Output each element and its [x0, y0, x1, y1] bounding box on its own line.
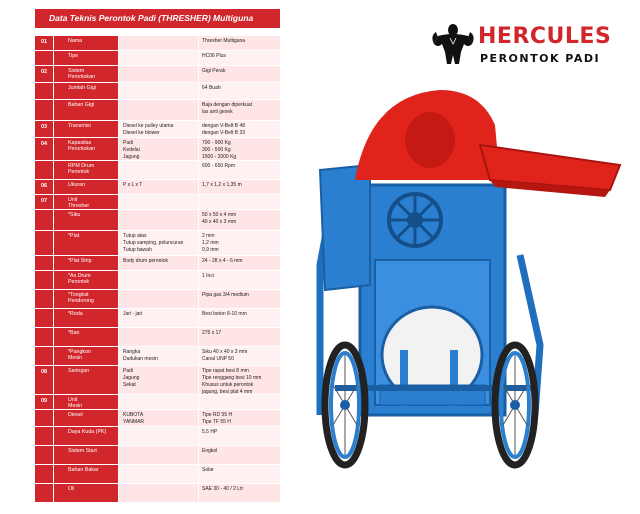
- row-number: 03: [35, 121, 53, 137]
- row-value: [198, 161, 280, 179]
- row-label-line: *Plat: [68, 233, 80, 239]
- row-sub: [118, 138, 198, 160]
- spec-row: [35, 309, 280, 328]
- row-value-line: SAE 30 - 40 / 2 Ltr: [202, 486, 244, 492]
- row-value-line: 300 - 500 Kg: [202, 147, 231, 153]
- row-label-line: Mesin: [68, 403, 83, 410]
- spec-row: [35, 51, 280, 66]
- spec-row: [35, 121, 280, 138]
- row-label-line: Thresher: [68, 203, 90, 210]
- spec-row: [35, 290, 280, 309]
- row-sub-line: Kedelai: [123, 147, 140, 153]
- row-sub-line: Padi: [123, 368, 134, 374]
- row-value: [198, 309, 280, 327]
- row-value-line: Besi beton 8-10 mm: [202, 311, 247, 317]
- row-number: 02: [35, 66, 53, 82]
- row-label: [54, 195, 118, 209]
- row-sub: [118, 290, 198, 308]
- row-value: [198, 180, 280, 194]
- row-label: [54, 271, 118, 289]
- spec-row: [35, 195, 280, 210]
- row-label-line: Sistem Start: [68, 448, 97, 454]
- row-value-line: 0,9 mm: [202, 247, 219, 253]
- row-label: [54, 395, 118, 409]
- row-label-line: Bahan Bakar: [68, 467, 99, 473]
- row-value: [198, 195, 280, 209]
- row-label: [54, 410, 118, 426]
- row-label-line: Kapasitas: [68, 140, 92, 146]
- row-label-line: Perontokan: [68, 74, 96, 81]
- row-label: [54, 427, 118, 445]
- row-number: [35, 290, 53, 308]
- row-sub: [118, 256, 198, 270]
- row-label: [54, 328, 118, 346]
- row-value-line: 2 mm: [202, 233, 215, 239]
- row-number: [35, 309, 53, 327]
- spec-row: [35, 256, 280, 271]
- row-sub: [118, 309, 198, 327]
- row-value: [198, 366, 280, 394]
- row-label-line: Transmisi: [68, 123, 91, 129]
- row-value: [198, 484, 280, 502]
- row-number: [35, 51, 53, 65]
- row-label-line: Diesel: [68, 412, 83, 418]
- row-label-line: RPM Drum: [68, 163, 95, 169]
- row-value: [198, 36, 280, 50]
- row-sub: [118, 366, 198, 394]
- row-value-line: Tipe renggang besi 10 mm: [202, 375, 262, 381]
- spec-row: [35, 395, 280, 410]
- row-label-line: Unit: [68, 197, 78, 203]
- row-label-line: *Ban: [68, 330, 80, 336]
- row-value-line: 40 x 40 x 3 mm: [202, 219, 237, 225]
- row-sub-line: Tutup samping, peluncuran: [123, 240, 184, 246]
- row-label: [54, 446, 118, 464]
- row-value-line: Pipa gas 3/4 medium: [202, 292, 249, 298]
- wheel-right: [495, 345, 535, 465]
- row-sub: [118, 180, 198, 194]
- row-label-line: Oli: [68, 486, 75, 492]
- spec-row: [35, 484, 280, 503]
- spec-row: [35, 138, 280, 161]
- row-label: [54, 83, 118, 99]
- row-value: [198, 347, 280, 365]
- row-value-line: Solar: [202, 467, 214, 473]
- row-sub: [118, 161, 198, 179]
- spec-row: [35, 410, 280, 427]
- row-label-line: *Plat Strip: [68, 258, 92, 264]
- row-sub: [118, 83, 198, 99]
- row-value: [198, 51, 280, 65]
- row-label: [54, 484, 118, 502]
- row-value-line: Khusus untuk perontok: [202, 382, 254, 388]
- row-sub: [118, 210, 198, 230]
- row-sub-line: Diesel ke pulley utama: [123, 123, 174, 129]
- row-sub-line: P x L x T: [123, 182, 143, 188]
- row-value-line: Thresher Multiguna: [202, 38, 246, 44]
- row-value-line: 1500 - 2000 Kg: [202, 154, 237, 160]
- row-number: [35, 484, 53, 502]
- spec-rows: [35, 36, 280, 503]
- row-value: [198, 83, 280, 99]
- row-value: [198, 231, 280, 255]
- row-value-line: Tipe rapat besi 8 mm: [202, 368, 249, 374]
- row-number: [35, 347, 53, 365]
- spec-title: Data Teknis Perontok Padi (THRESHER) Multiguna: [35, 9, 280, 28]
- row-label: [54, 347, 118, 365]
- row-number: 01: [35, 36, 53, 50]
- row-number: 06: [35, 180, 53, 194]
- spec-row: [35, 210, 280, 231]
- row-sub: [118, 410, 198, 426]
- row-label: [54, 210, 118, 230]
- row-label-line: Daya Kuda (PK): [68, 429, 107, 435]
- row-value-line: las anti gesek: [202, 109, 233, 115]
- row-number: [35, 161, 53, 179]
- row-label-line: Saringan: [68, 368, 90, 374]
- row-label: [54, 121, 118, 137]
- row-label-line: Ukuran: [68, 182, 86, 188]
- row-sub-line: Jagung: [123, 375, 140, 381]
- row-label: [54, 100, 118, 120]
- row-label-line: Perontokan: [68, 146, 96, 153]
- spec-table: [35, 9, 280, 494]
- row-value-line: 275 x 17: [202, 330, 222, 336]
- brand-tagline: PERONTOK PADI: [480, 52, 601, 65]
- row-number: [35, 100, 53, 120]
- row-label-line: Sistem: [68, 68, 85, 74]
- row-value-line: Tipe TF 55 H: [202, 419, 231, 425]
- row-value-line: dengan V-Belt B 48: [202, 123, 246, 129]
- row-sub: [118, 66, 198, 82]
- row-value-line: jagung, besi plat 4 mm: [202, 389, 253, 395]
- row-sub-line: Tutup bawah: [123, 247, 152, 253]
- row-value-line: 1,7 x 1,2 x 1,35 m: [202, 182, 242, 188]
- row-value: [198, 210, 280, 230]
- row-label-line: Bahan Gigi: [68, 102, 95, 108]
- row-value: [198, 410, 280, 426]
- row-label-line: *Tongkat: [68, 292, 89, 298]
- row-sub-line: Jari - jari: [123, 311, 143, 317]
- row-sub: [118, 231, 198, 255]
- row-label-line: Tipe: [68, 53, 79, 59]
- row-sub: [118, 427, 198, 445]
- row-sub: [118, 465, 198, 483]
- row-sub-line: Tutup atas: [123, 233, 147, 239]
- spec-row: [35, 366, 280, 395]
- row-value-line: dengan V-Belt B 33: [202, 130, 246, 136]
- row-sub: [118, 395, 198, 409]
- row-value: [198, 271, 280, 289]
- row-value-line: 600 - 650 Rpm: [202, 163, 236, 169]
- row-number: 04: [35, 138, 53, 160]
- row-value: [198, 121, 280, 137]
- row-value: [198, 328, 280, 346]
- row-value: [198, 446, 280, 464]
- row-value-line: 50 x 50 x 4 mm: [202, 212, 237, 218]
- row-value-line: Siku 40 x 40 x 3 mm: [202, 349, 248, 355]
- row-label-line: Pendorong: [68, 298, 94, 305]
- row-label-line: *Siku: [68, 212, 81, 218]
- hercules-logo: [428, 20, 623, 80]
- row-sub: [118, 446, 198, 464]
- row-sub-line: Dudukan mesin: [123, 356, 158, 362]
- spec-row: [35, 427, 280, 446]
- row-sub: [118, 121, 198, 137]
- spec-row: [35, 271, 280, 290]
- row-value: [198, 100, 280, 120]
- row-number: [35, 231, 53, 255]
- row-value-line: 1,2 mm: [202, 240, 219, 246]
- row-sub: [118, 328, 198, 346]
- row-number: 08: [35, 366, 53, 394]
- row-value: [198, 66, 280, 82]
- spec-row: [35, 231, 280, 256]
- row-sub-line: Rangka: [123, 349, 141, 355]
- row-value: [198, 138, 280, 160]
- row-number: 07: [35, 195, 53, 209]
- row-sub-line: Padi: [123, 140, 134, 146]
- row-value-line: 1 Inci: [202, 273, 214, 279]
- row-label-line: Perontok: [68, 279, 90, 286]
- spec-row: [35, 66, 280, 83]
- row-number: [35, 328, 53, 346]
- row-value-line: HC06 Plus: [202, 53, 226, 59]
- row-value: [198, 290, 280, 308]
- row-sub-line: KUBOTA: [123, 412, 144, 418]
- row-sub: [118, 271, 198, 289]
- row-sub: [118, 100, 198, 120]
- row-value-line: Engkol: [202, 448, 218, 454]
- row-value: [198, 256, 280, 270]
- row-label-line: Nama: [68, 38, 83, 44]
- row-number: [35, 427, 53, 445]
- row-label: [54, 465, 118, 483]
- row-label: [54, 161, 118, 179]
- row-label-line: Jumlah Gigi: [68, 85, 96, 91]
- spec-row: [35, 328, 280, 347]
- row-label-line: *Roda: [68, 311, 83, 317]
- row-label: [54, 256, 118, 270]
- spec-row: [35, 446, 280, 465]
- row-sub: [118, 36, 198, 50]
- row-value-line: Canal UNP 50: [202, 356, 234, 362]
- row-label: [54, 138, 118, 160]
- row-value-line: Gigi Perak: [202, 68, 226, 74]
- row-label-line: Perontok: [68, 169, 90, 176]
- row-value-line: 700 - 900 Kg: [202, 140, 231, 146]
- row-label: [54, 36, 118, 50]
- row-label: [54, 66, 118, 82]
- row-value-line: 24 - 28 x 4 - 6 mm: [202, 258, 243, 264]
- row-label: [54, 309, 118, 327]
- thresher-machine-image: [290, 85, 635, 485]
- row-value: [198, 465, 280, 483]
- spec-row: [35, 347, 280, 366]
- row-label: [54, 231, 118, 255]
- row-value-line: Baja dengan diperkuat: [202, 102, 253, 108]
- row-sub-line: Body drum perontok: [123, 258, 169, 264]
- row-number: [35, 410, 53, 426]
- row-sub-line: YANMAR: [123, 419, 145, 425]
- row-sub-line: Sekat: [123, 382, 136, 388]
- spec-row: [35, 180, 280, 195]
- row-sub: [118, 51, 198, 65]
- row-number: 09: [35, 395, 53, 409]
- row-number: [35, 446, 53, 464]
- bodybuilder-mascot-icon: [428, 22, 478, 66]
- row-number: [35, 256, 53, 270]
- row-value-line: 64 Buah: [202, 85, 221, 91]
- spec-row: [35, 161, 280, 180]
- row-label: [54, 290, 118, 308]
- spec-row: [35, 83, 280, 100]
- row-sub: [118, 195, 198, 209]
- spec-row: [35, 36, 280, 51]
- row-label-line: *As Drum: [68, 273, 91, 279]
- wheel-left: [325, 345, 365, 465]
- row-number: [35, 210, 53, 230]
- row-number: [35, 271, 53, 289]
- row-sub: [118, 347, 198, 365]
- intake-box: [320, 165, 370, 290]
- row-number: [35, 465, 53, 483]
- row-number: [35, 83, 53, 99]
- row-label-line: Unit: [68, 397, 78, 403]
- row-label-line: Mesin: [68, 355, 83, 362]
- row-sub-line: Diesel ke blower: [123, 130, 160, 136]
- row-value-line: 5,5 HP: [202, 429, 218, 435]
- row-sub-line: Jagung: [123, 154, 140, 160]
- row-label: [54, 180, 118, 194]
- row-value: [198, 427, 280, 445]
- spec-row: [35, 465, 280, 484]
- spec-row: [35, 100, 280, 121]
- row-sub: [118, 484, 198, 502]
- row-value-line: Tipe RD 55 H: [202, 412, 233, 418]
- row-label-line: *Pangkon: [68, 349, 91, 355]
- row-label: [54, 51, 118, 65]
- brand-name: HERCULES: [478, 24, 612, 49]
- row-value: [198, 395, 280, 409]
- row-label: [54, 366, 118, 394]
